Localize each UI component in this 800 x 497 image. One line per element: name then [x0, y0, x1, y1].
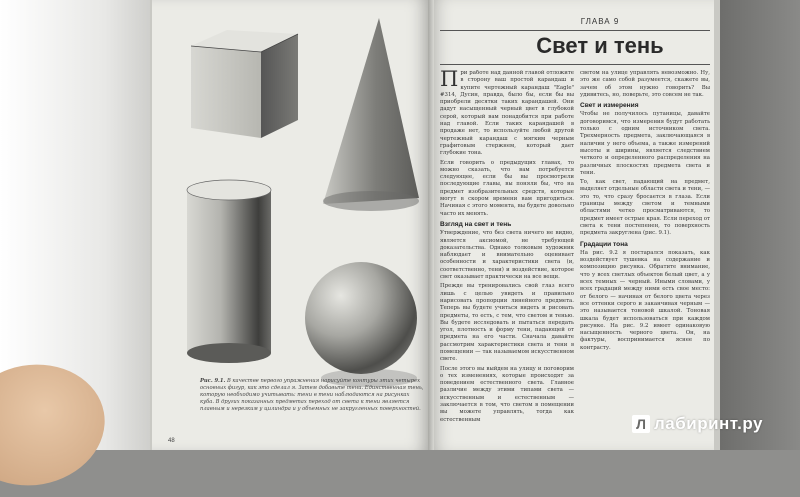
- watermark: [632, 414, 763, 434]
- book-gutter: [428, 0, 434, 450]
- title-rule-top: [440, 30, 710, 31]
- section-heading: Градации тона: [580, 240, 628, 248]
- body-paragraph: После этого вы выйдем на улицу и поговорим о тех изменениях, которые происходят за поведением естественного света. Главное различие между этими типами света — искусственным и естественным — заключается в том, что светом в помещении вы можете управлять, тогда как естественным: [440, 365, 574, 423]
- cube-drawing: [191, 30, 298, 138]
- body-paragraph: светом на улице управлять невозможно. Ну, это же само собой разумеется, скажете вы, зачем об этом нужно говорить? Вы удивитесь, но, поверьте, это совсем не так.: [580, 70, 710, 98]
- body-paragraph: Если говорить о предыдущих главах, то можно сказать, что вам потребуется следующее, если бы вы просмотрели последующие главы, вы поняли бы, что на предмет изобразительных средств, которые могут в скором времени вам пригодиться. Начиная с этого момента, вы будете довольно часто их менять.: [440, 159, 574, 217]
- sphere-drawing: [305, 262, 417, 387]
- cone-drawing: [323, 18, 419, 211]
- shapes-illustration: [165, 8, 427, 403]
- section-heading: Взгляд на свет и тень: [440, 220, 512, 228]
- text-column-right: [580, 70, 710, 410]
- chapter-title: Свет и тень: [536, 33, 664, 58]
- caption-label: Рис. 9.1.: [200, 378, 226, 384]
- chapter-label: ГЛАВА 9: [580, 17, 620, 26]
- title-rule-bottom: [440, 64, 710, 65]
- section-heading: Свет и измерения: [580, 102, 639, 110]
- figure-caption: [200, 378, 425, 413]
- labirint-logo-icon: Л: [632, 415, 650, 433]
- text-column-left: [440, 70, 574, 448]
- body-paragraph: На рис. 9.2 я постарался показать, как воздействует тушевка на содержание и композицию рисунка. Обратите внимание, что у всех светлых объектов белый цвет, а у всех темных — черный. Иными словами, у всех градаций между ними есть свое место: от белого — начиная от белого цвета через все оттенки серого и заканчивая черным — это называется тоновой шкалой. Тоновая шкала будет использоваться при каждом рисунке. На рис. 9.2 имеет одинаковую насыщенность черного цвета. Он, на фактуры, воспринимается яснее по контрасту.: [580, 249, 710, 351]
- body-paragraph: Утверждение, что без света ничего не видно, является аксиомой, не требующей доказательства. Однако толковым художник наблюдает и внимательно оценивает особенности и характеристики света (и, соответственно, тени) и воздействие, которое свет оказывает практически на все вещи.: [440, 230, 574, 281]
- watermark-text: лабиринт.ру: [654, 414, 763, 433]
- body-paragraph: Чтобы не получилось путаницы, давайте договоримся, что измерения будут работать только с одним источником света. Трехмерность предмета, заключающаяся в наличии у него объема, а также измерений высоты и ширины, является следствием четкого и определенного распределения на различных плоскостях предмета света и тени.: [580, 111, 710, 176]
- dropcap: П: [440, 70, 459, 91]
- caption-text: В качестве первого упражнения нарисуйте контуры этих четырех основных фигур, как это сделал я. Затем добавьте тени. Единственная тень, которую необходимо учитывать: тени в тени наблюдаются на рисунках куба. В других показанных предметах переход от света к тени является плавным и нерезким у цилиндра и у объемных не закругленных поверхностей.: [200, 378, 424, 412]
- body-paragraph: При работе над данной главой отложите в сторону ваш простой карандаш и купите чертежный карандаш "Eagle" #314, Дусин, правда, было бы, если бы вы приобрели десятки таких карандашей. Они дадут насыщенный черный цвет в глубокой серой, который вам понадобится при работе над главой. Если таких карандашей в продаже нет, то используйте любой другой чертежный карандаш с мягким черным графитовым стержнем, который дает глубокие тона.: [440, 70, 574, 157]
- cylinder-drawing: [187, 180, 271, 363]
- body-paragraph: То, как свет, падающий на предмет, выделяет отдельные области света и тени, — это то, что сразу бросается в глаза. Если границы между светом и темными областями четко просматриваются, то предмет имеет острые края. Если переход от света к тени постепенен, то поверхность предмета закруглена (рис. 9.1).: [580, 179, 710, 237]
- body-paragraph: Прежде вы тренировались свой глаз всего лишь с целью увидеть и правильно нарисовать пропорции линейного предмета. Теперь вы будете учиться видеть и рисовать предметы, то есть, с тем, что светом и тенью. Вы будете исследовать и пытаться передать угол, плотность и форму тени, падающей от предмета на его части. Сначала давайте рассмотрим характеристики света и тени в помещении — так называемом искусственном свете.: [440, 283, 574, 363]
- page-number: 48: [168, 438, 175, 444]
- background-right: [710, 0, 800, 450]
